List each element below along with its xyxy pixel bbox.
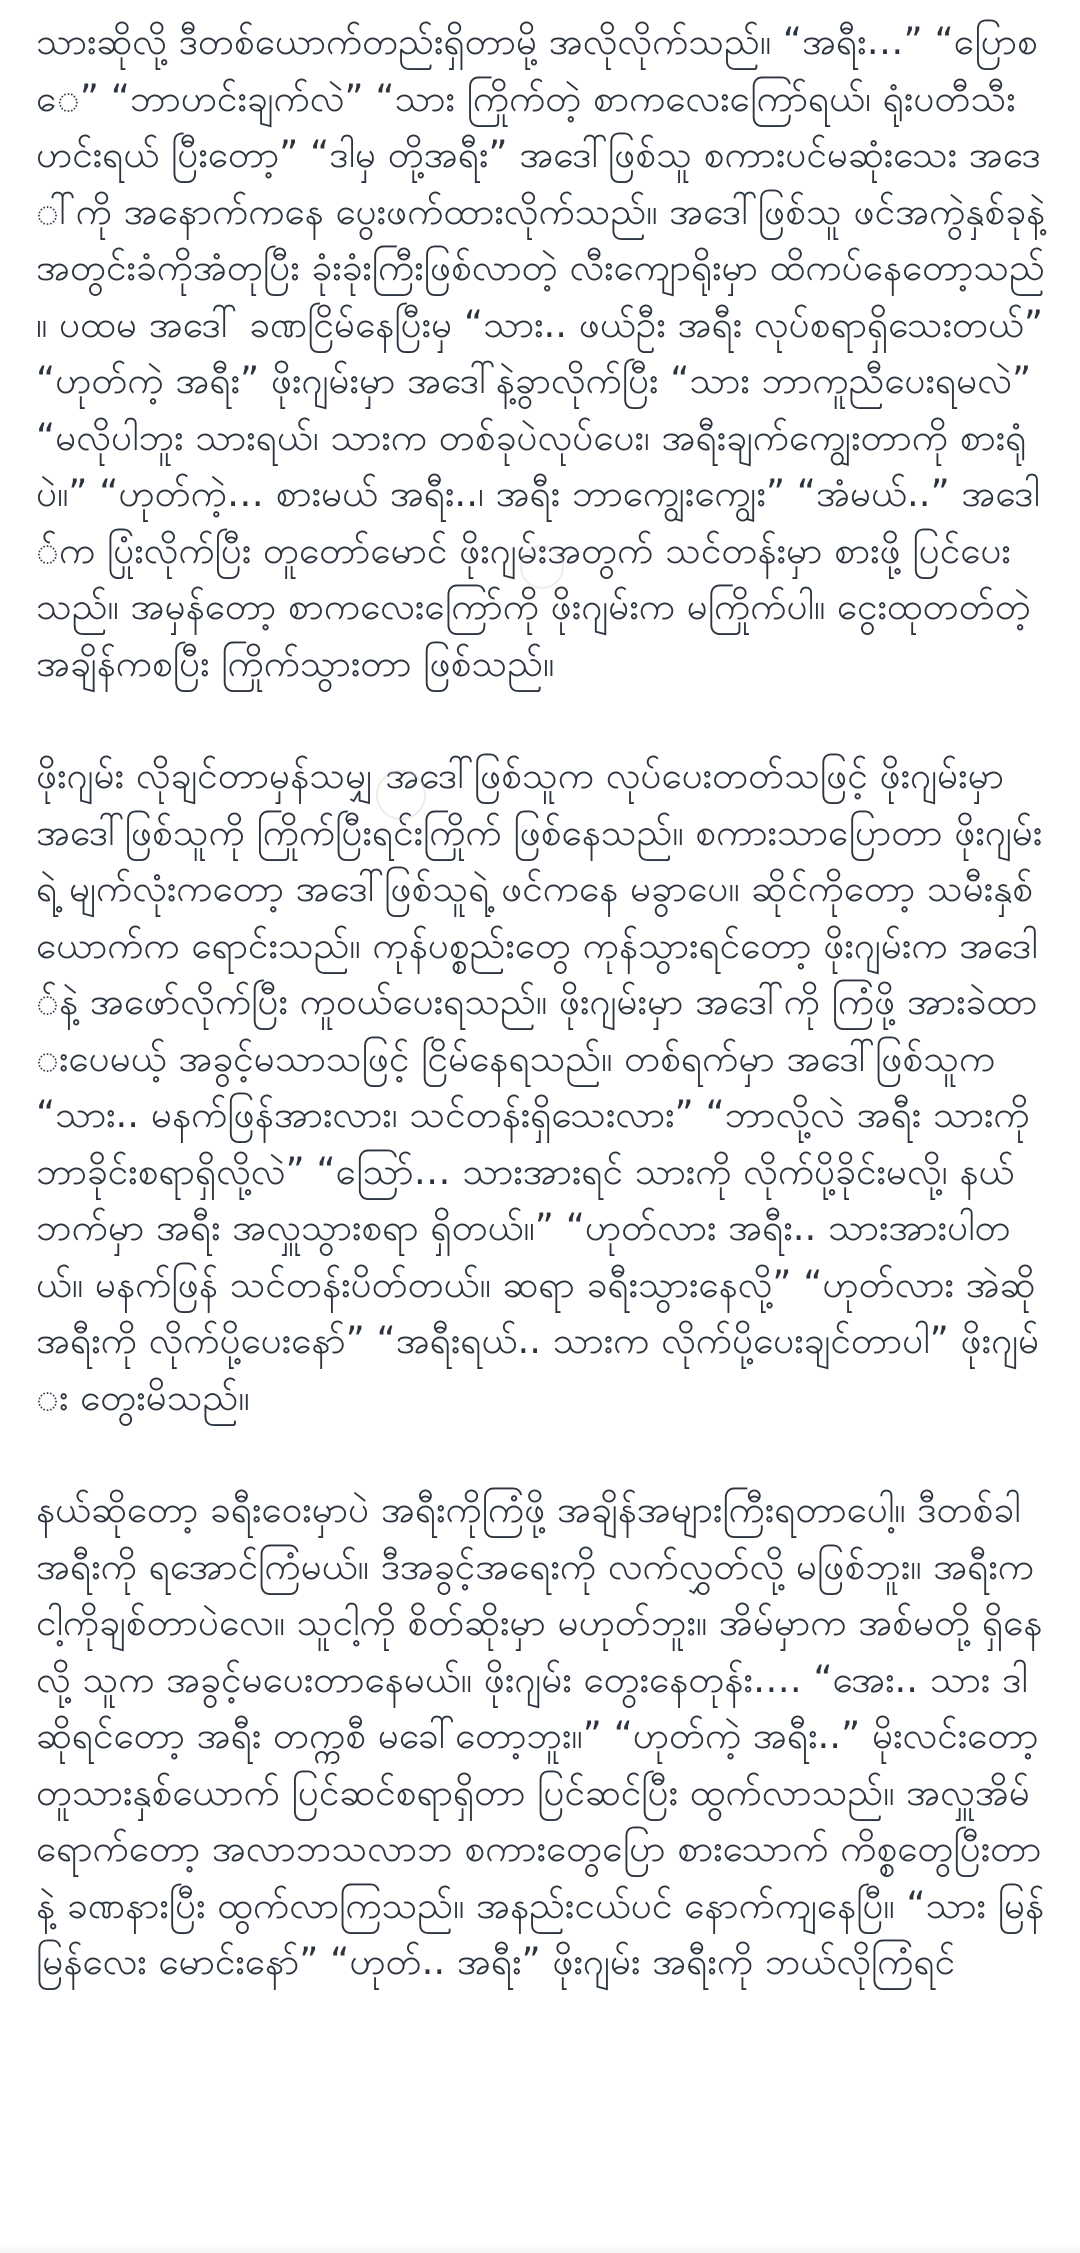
story-paragraph: သားဆိုလို့ ဒီတစ်ယောက်တည်းရှိတာမို့ အလိုလိုက်သည်။ “အရီး…” “ပြောစေ” “ဘာဟင်းချက်လဲ” “သား ကြိုက်တဲ့ စာကလေးကြော်ရယ်၊ ရုံးပတီသီးဟင်းရယ် ပြီးတော့” “ဒါမှ တို့အရီး” အဒေါ်ဖြစ်သူ စကားပင်မဆုံးသေး အဒေါ်ကို အနောက်ကနေ ပွေးဖက်ထားလိုက်သည်။ အဒေါ်ဖြစ်သူ ဖင်အကွဲနှစ်ခုနဲ့ အတွင်းခံကိုအံတုပြီး ခုံးခုံးကြီးဖြစ်လာတဲ့ လီးကျောရိုးမှာ ထိကပ်နေတော့သည်။ ပထမ အဒေါ် ခဏငြိမ်နေပြီးမှ “သား.. ဖယ်ဦး အရီး လုပ်စရာရှိသေးတယ်” “ဟုတ်ကဲ့ အရီး” ဖိုးဂျမ်းမှာ အဒေါ်နဲ့ခွာလိုက်ပြီး “သား ဘာကူညီပေးရမလဲ” “မလိုပါဘူး သားရယ်၊ သားက တစ်ခုပဲလုပ်ပေး၊ အရီးချက်ကျွေးတာကို စားရုံပဲ။” “ဟုတ်ကဲ့… စားမယ် အရီး..၊ အရီး ဘာကျွေးကျွေး” “အံမယ်..” အဒေါ်က ပြုံးလိုက်ပြီး တူတော်မောင် ဖိုးဂျမ်းအတွက် သင်တန်းမှာ စားဖို့ ပြင်ပေးသည်။ အမှန်တော့ စာကလေးကြော်ကို ဖိုးဂျမ်းက မကြိုက်ပါ။ ငွေးထုတတ်တဲ့ အချိန်ကစပြီး ကြိုက်သွားတာ ဖြစ်သည်။ xyxy=(36,20,1046,685)
touch-ripple xyxy=(376,770,426,820)
story-paragraph: ဖိုးဂျမ်း လိုချင်တာမှန်သမျှ အဒေါ်ဖြစ်သူက လုပ်ပေးတတ်သဖြင့် ဖိုးဂျမ်းမှာ အဒေါ်ဖြစ်သူကို ကြိုက်ပြီးရင်းကြိုက် ဖြစ်နေသည်။ စကားသာပြောတာ ဖိုးဂျမ်းရဲ့ မျက်လုံးကတော့ အဒေါ်ဖြစ်သူရဲ့ ဖင်ကနေ မခွာပေ။ ဆိုင်ကိုတော့ သမီးနှစ်ယောက်က ရောင်းသည်။ ကုန်ပစ္စည်းတွေ ကုန်သွားရင်တော့ ဖိုးဂျမ်းက အဒေါ်နဲ့ အဖော်လိုက်ပြီး ကူဝယ်ပေးရသည်။ ဖိုးဂျမ်းမှာ အဒေါ်ကို ကြံဖို့ အားခဲထားပေမယ့် အခွင့်မသာသဖြင့် ငြိမ်နေရသည်။ တစ်ရက်မှာ အဒေါ်ဖြစ်သူက “သား.. မနက်ဖြန်အားလား၊ သင်တန်းရှိသေးလား” “ဘာလို့လဲ အရီး သားကို ဘာခိုင်းစရာရှိလို့လဲ” “သြော်… သားအားရင် သားကို လိုက်ပို့ခိုင်းမလို့၊ နယ်ဘက်မှာ အရီး အလှူသွားစရာ ရှိတယ်။” “ဟုတ်လား အရီး.. သားအားပါတယ်။ မနက်ဖြန် သင်တန်းပိတ်တယ်။ ဆရာ ခရီးသွားနေလို့” “ဟုတ်လား အဲဆို အရီးကို လိုက်ပို့ပေးနော်” “အရီးရယ်.. သားက လိုက်ပို့ပေးချင်တာပါ” ဖိုးဂျမ်း တွေးမိသည်။ xyxy=(36,754,1043,1419)
touch-ripple xyxy=(520,545,564,589)
story-paragraph: နယ်ဆိုတော့ ခရီးဝေးမှာပဲ အရီးကိုကြံဖို့ အချိန်အများကြီးရတာပေါ့။ ဒီတစ်ခါ အရီးကို ရအောင်ကြံမယ်။ ဒီအခွင့်အရေးကို လက်လွှတ်လို့ မဖြစ်ဘူး။ အရီးက ငါ့ကိုချစ်တာပဲလေ။ သူငါ့ကို စိတ်ဆိုးမှာ မဟုတ်ဘူး။ အိမ်မှာက အစ်မတို့ ရှိနေလို့ သူက အခွင့်မပေးတာနေမယ်။ ဖိုးဂျမ်း တွေးနေတုန်း…. “အေး.. သား ဒါဆိုရင်တော့ အရီး တက္ကစီ မခေါ်တော့ဘူး။” “ဟုတ်ကဲ့ အရီး..” မိုးလင်းတော့ တူသားနှစ်ယောက် ပြင်ဆင်စရာရှိတာ ပြင်ဆင်ပြီး ထွက်လာသည်။ အလှူအိမ်ရောက်တော့ အလာဘသလာဘ စကားတွေပြော စားသောက် ကိစ္စတွေပြီးတာနဲ့ ခဏနားပြီး ထွက်လာကြသည်။ အနည်းငယ်ပင် နောက်ကျနေပြီ။ “သား မြန်မြန်လေး မောင်းနော်” “ဟုတ်.. အရီး” ဖိုးဂျမ်း အရီးကို ဘယ်လိုကြံရင် xyxy=(36,1488,1045,1983)
bottom-edge-shadow xyxy=(0,2243,1080,2253)
story-article xyxy=(36,14,1046,1991)
